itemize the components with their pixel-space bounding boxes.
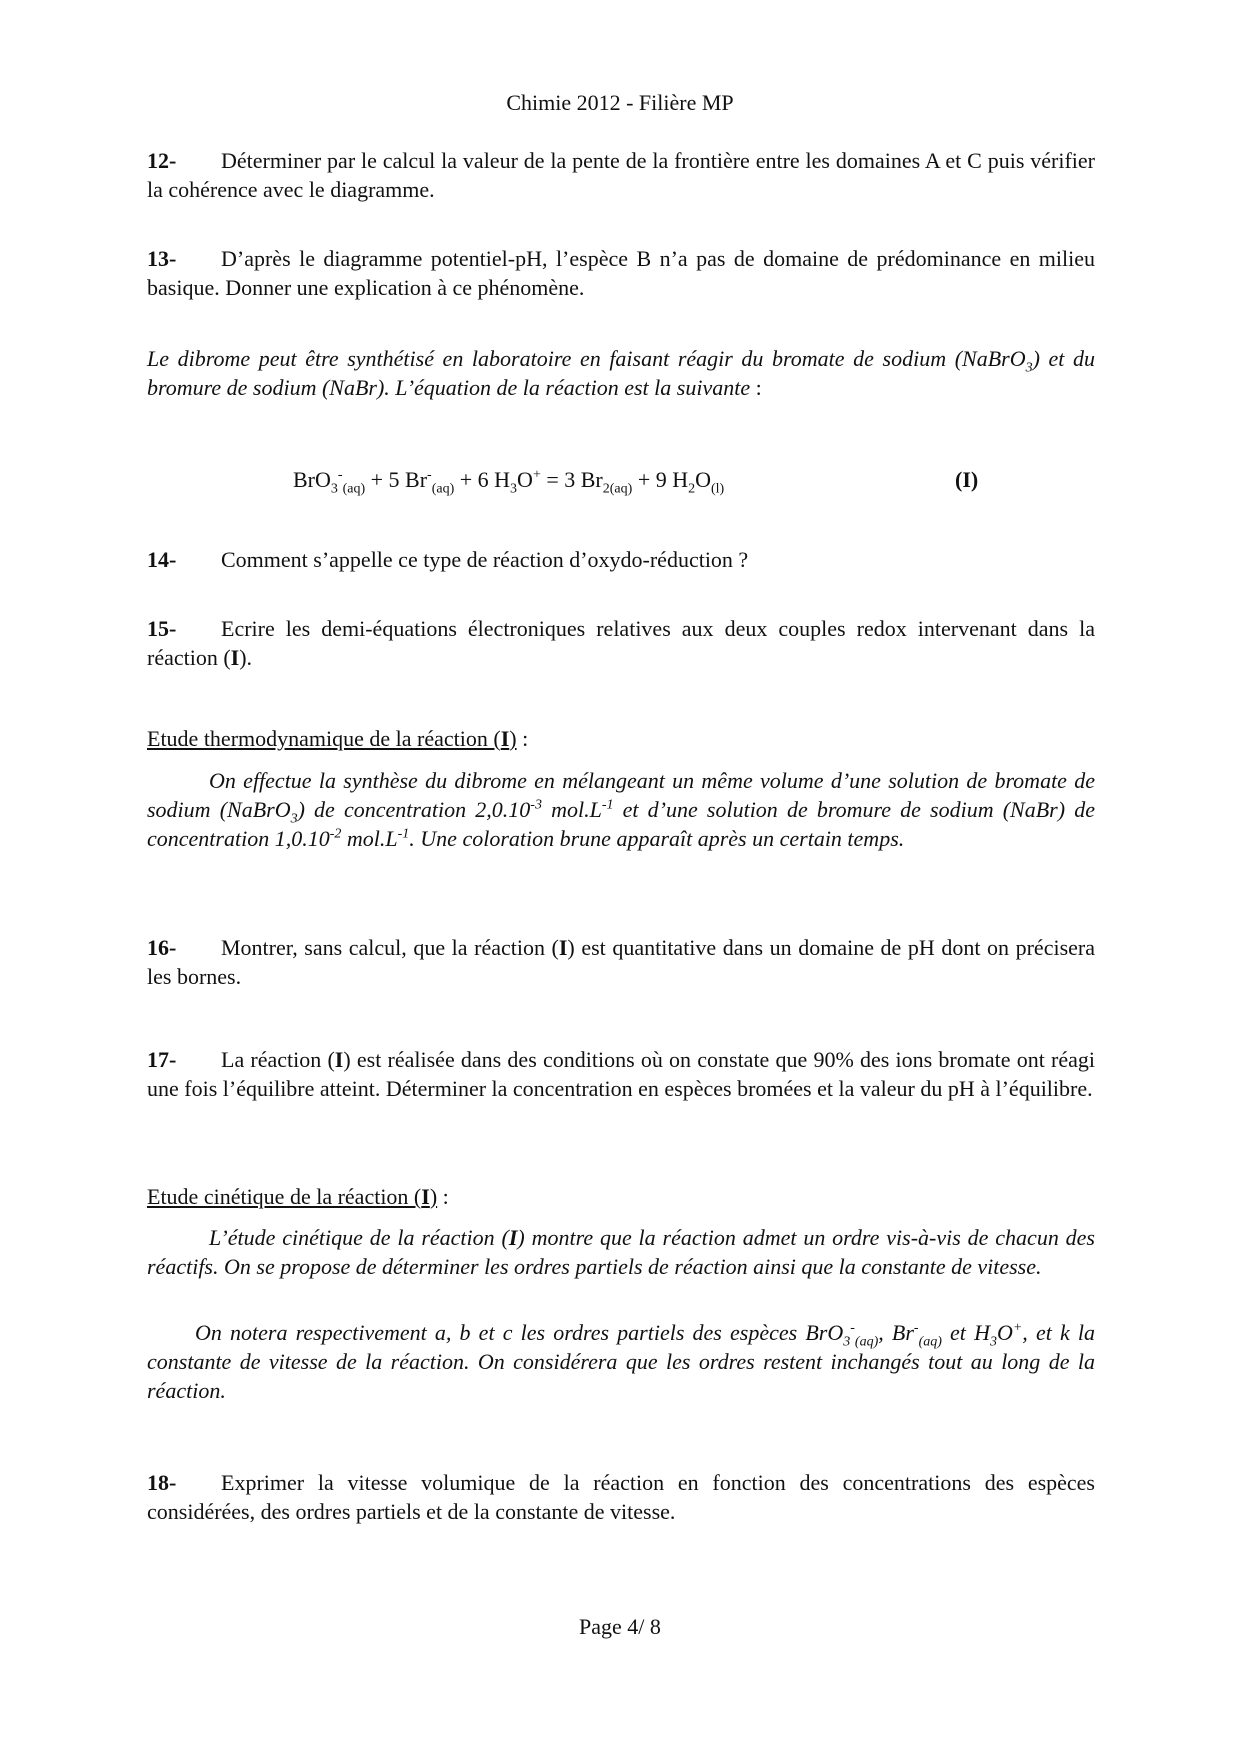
section-heading-kinetics: Etude cinétique de la réaction (I) : — [147, 1184, 449, 1209]
question-number: 18- — [147, 1470, 177, 1495]
intro-text-1: Le dibrome peut être synthétisé en laboratoire en faisant réagir du bromate de sodium (NaBrO — [147, 346, 1026, 371]
reaction-equation — [0, 460, 1240, 500]
equation-expression: BrO$_3$-$_{(aq)}$ + 5 $Br^-_{(aq)} + 6$ $H_3O^+ = 3$ $Br_{2(aq)} + 9$ $H_2O_{(l)}$ — [293, 467, 725, 497]
question-number: 13- — [147, 246, 177, 271]
question-number: 17- — [147, 1047, 177, 1072]
question-13 — [147, 244, 1095, 302]
intro-sub: 3 — [1025, 360, 1033, 376]
intro-text-2: ) et du bromure de sodium (NaBr). L’équation de la réaction est la suivante — [147, 346, 1095, 400]
thermo-paragraph: On effectue la synthèse du dibrome en mélangeant un même volume d’une solution de bromate de sodium (NaBrO$_3$) de concentration $2,0.10^{-3}$ $mol.L^{-1}$ et d’une solution de bromure de sodium (NaBr) de concentration $1,0.10^{-2}$ $mol.L^{-1}$. Une coloration brune apparaît après un certain temps. — [147, 768, 1095, 851]
question-text: Exprimer la vitesse volumique de la réaction en fonction des concentrations des espèces considérées, des ordres partiels et de la constante de vitesse. — [147, 1470, 1095, 1524]
question-17: 17- La réaction (I) est réalisée dans des conditions où on constate que 90% des ions bromate ont réagi une fois l’équilibre atteint. Déterminer la concentration en espèces bromées et la valeur du pH à l’équilibre. — [147, 1047, 1096, 1101]
question-number: 16- — [147, 935, 177, 960]
question-text: Déterminer par le calcul la valeur de la pente de la frontière entre les domaines A et C puis vérifier la cohérence avec le diagramme. — [147, 148, 1095, 202]
intro-colon: : — [750, 375, 762, 400]
header-title: Chimie 2012 - Filière MP — [506, 90, 734, 115]
question-text: Comment s’appelle ce type de réaction d’oxydo-réduction ? — [221, 547, 749, 572]
section-heading-thermodynamics: Etude thermodynamique de la réaction (I) : — [147, 726, 529, 751]
intro-paragraph — [147, 344, 1095, 402]
page-header — [0, 88, 1240, 117]
kinetic-paragraph-2: On notera respectivement a, b et c les ordres partiels des espèces BrO$_3$-$_{(aq)}$, $Br^-_{(aq)}$ et $H_3O^+$, et k la constante de vitesse de la réaction. On considérera que les ordres restent inchangés tout au long de la réaction. — [147, 1320, 1095, 1403]
page-footer — [0, 1612, 1240, 1641]
question-18 — [147, 1468, 1095, 1526]
question-number: 12- — [147, 148, 177, 173]
question-number: 15- — [147, 616, 177, 641]
equation-label: (I) — [955, 467, 979, 492]
question-16: 16- Montrer, sans calcul, que la réaction (I) est quantitative dans un domaine de pH dont on précisera les bornes. — [147, 935, 1095, 989]
page-number: Page 4/ 8 — [579, 1614, 661, 1639]
kinetic-paragraph-1: L’étude cinétique de la réaction (I) montre que la réaction admet un ordre vis-à-vis de chacun des réactifs. On se propose de déterminer les ordres partiels de réaction ainsi que la constante de vitesse. — [147, 1225, 1095, 1279]
question-text: D’après le diagramme potentiel-pH, l’espèce B n’a pas de domaine de prédominance en milieu basique. Donner une explication à ce phénomène. — [147, 246, 1095, 300]
question-number: 14- — [147, 547, 177, 572]
question-12 — [147, 146, 1095, 204]
question-15: 15- Ecrire les demi-équations électroniques relatives aux deux couples redox intervenant dans la réaction (I). — [147, 616, 1095, 670]
question-14 — [147, 545, 1095, 574]
